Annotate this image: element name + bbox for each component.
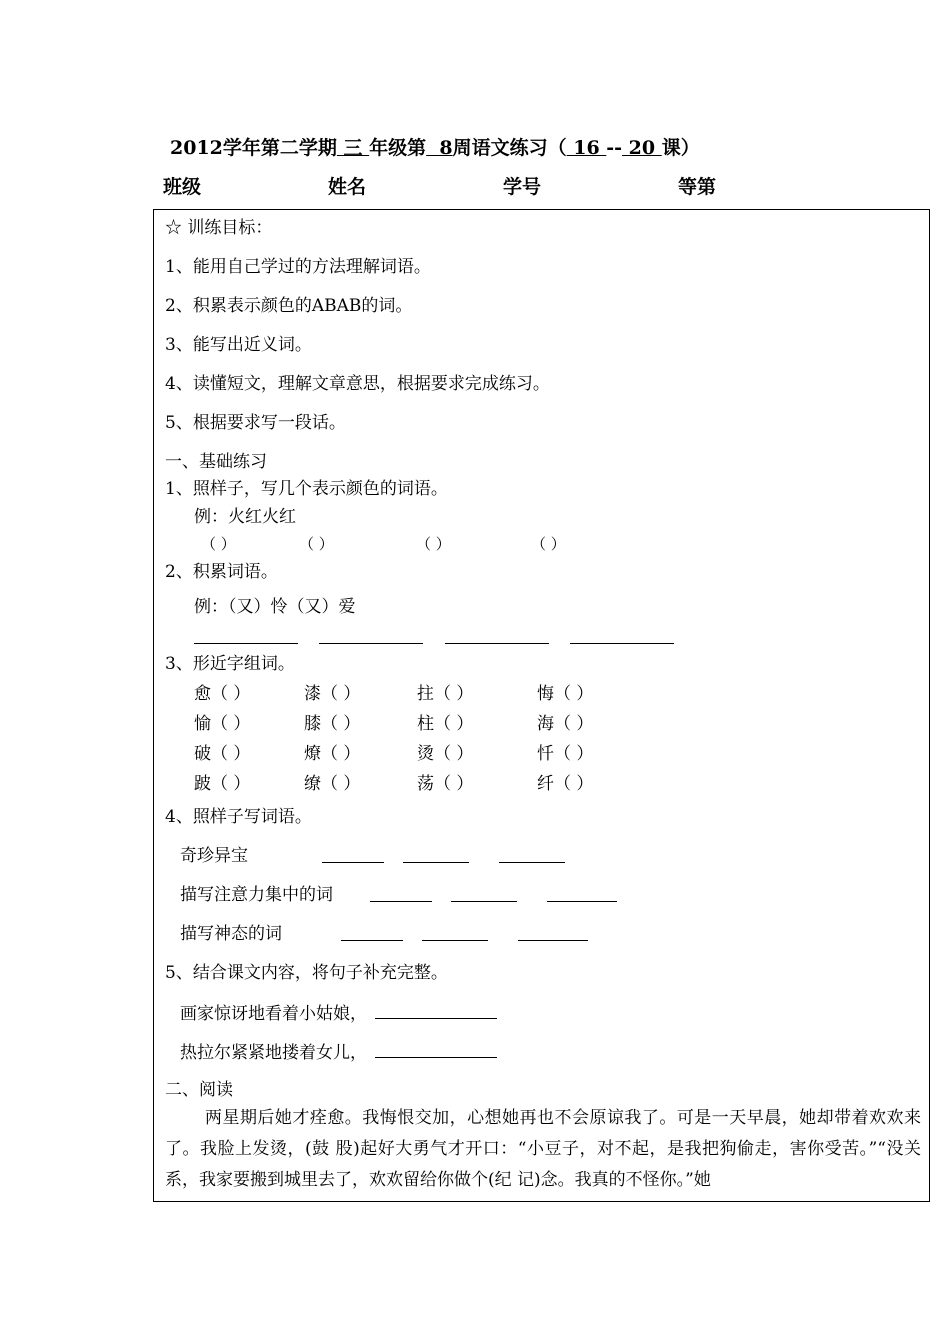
week-value: 8 — [426, 137, 453, 159]
q3-cell[interactable]: 海（ ） — [537, 714, 594, 734]
grade-value: 三 — [336, 137, 370, 159]
section1-title: 一、基础练习 — [165, 452, 267, 472]
q1-answer-slot[interactable]: （ ） — [201, 535, 236, 553]
student-info-row — [163, 172, 733, 198]
answer-line[interactable] — [445, 625, 549, 644]
q3-cell[interactable]: 膝（ ） — [304, 714, 361, 734]
q2-title: 2、积累词语。 — [165, 562, 278, 582]
goals-header: ☆ 训练目标： — [165, 218, 273, 238]
answer-line[interactable] — [375, 1039, 497, 1058]
q4-item-label: 描写注意力集中的词 — [180, 885, 333, 905]
q5-sentence: 画家惊讶地看着小姑娘， — [180, 1000, 497, 1026]
q3-title: 3、形近字组词。 — [165, 654, 295, 674]
answer-line[interactable] — [341, 922, 403, 941]
goal-item: 3、能写出近义词。 — [165, 335, 312, 355]
q4-title: 4、照样子写词语。 — [165, 807, 312, 827]
q3-cell[interactable]: 燎（ ） — [304, 744, 361, 764]
reading-passage: 两星期后她才痊愈。我悔恨交加，心想她再也不会原谅我了。可是一天早晨，她却带着欢欢来了。我脸上发烫，(鼓 股)起好大勇气才开口：“小豆子，对不起，是我把狗偷走，害你受苦。”“没关系，我家要搬到城里去了，欢欢留给你做个(纪 记)念。我真的不怪你。”她 — [165, 1108, 921, 1190]
q5-title: 5、结合课文内容，将句子补充完整。 — [165, 963, 448, 983]
q3-cell[interactable]: 拄（ ） — [417, 684, 474, 704]
q4-answer-lines — [322, 844, 565, 870]
goal-item: 1、能用自己学过的方法理解词语。 — [165, 257, 431, 277]
q3-cell[interactable]: 愉（ ） — [194, 714, 251, 734]
q3-cell[interactable]: 纤（ ） — [537, 774, 594, 794]
q3-cell[interactable]: 缭（ ） — [304, 774, 361, 794]
answer-line[interactable] — [403, 844, 469, 863]
q3-cell[interactable]: 烫（ ） — [417, 744, 474, 764]
q4-answer-lines — [370, 883, 617, 909]
answer-line[interactable] — [375, 1000, 497, 1019]
q3-cell[interactable]: 漆（ ） — [304, 684, 361, 704]
q4-item-label: 描写神态的词 — [180, 924, 282, 944]
q3-cell[interactable]: 愈（ ） — [194, 684, 251, 704]
worksheet-box — [153, 209, 930, 1202]
section2-title: 二、阅读 — [165, 1080, 233, 1100]
lesson-to: 20 — [622, 137, 662, 159]
rank-label: 等第 — [678, 176, 717, 198]
q1-answer-slot[interactable]: （ ） — [531, 535, 566, 553]
goal-item: 4、读懂短文，理解文章意思，根据要求完成练习。 — [165, 374, 550, 394]
q1-example: 例：火红火红 — [194, 507, 296, 527]
q3-cell[interactable]: 柱（ ） — [417, 714, 474, 734]
answer-line[interactable] — [422, 922, 488, 941]
q1-title: 1、照样子，写几个表示颜色的词语。 — [165, 479, 448, 499]
answer-line[interactable] — [194, 625, 298, 644]
q5-sentence: 热拉尔紧紧地搂着女儿， — [180, 1039, 497, 1065]
answer-line[interactable] — [319, 625, 423, 644]
answer-line[interactable] — [499, 844, 565, 863]
number-label: 学号 — [503, 176, 542, 198]
q1-answer-slot[interactable]: （ ） — [416, 535, 451, 553]
page-title: 2012学年第二学期 三 年级第 8周语文练习（ 16 -- 20 课） — [170, 137, 700, 159]
answer-line[interactable] — [451, 883, 517, 902]
q3-cell[interactable]: 破（ ） — [194, 744, 251, 764]
q3-cell[interactable]: 跛（ ） — [194, 774, 251, 794]
q3-cell[interactable]: 悔（ ） — [537, 684, 594, 704]
answer-line[interactable] — [370, 883, 432, 902]
answer-line[interactable] — [322, 844, 384, 863]
name-label: 姓名 — [328, 176, 367, 198]
q1-answer-slot[interactable]: （ ） — [299, 535, 334, 553]
q4-answer-lines — [341, 922, 588, 948]
answer-line[interactable] — [570, 625, 674, 644]
answer-line[interactable] — [547, 883, 617, 902]
class-label: 班级 — [163, 176, 202, 198]
q4-item-label: 奇珍异宝 — [180, 846, 248, 866]
q3-cell[interactable]: 荡（ ） — [417, 774, 474, 794]
q3-cell[interactable]: 忏（ ） — [537, 744, 594, 764]
q2-answer-lines — [194, 625, 674, 651]
goal-item: 5、根据要求写一段话。 — [165, 413, 346, 433]
answer-line[interactable] — [518, 922, 588, 941]
goal-item: 2、积累表示颜色的ABAB的词。 — [165, 296, 413, 316]
lesson-from: 16 — [566, 137, 607, 159]
q2-example: 例：（又）怜（又）爱 — [194, 597, 356, 617]
